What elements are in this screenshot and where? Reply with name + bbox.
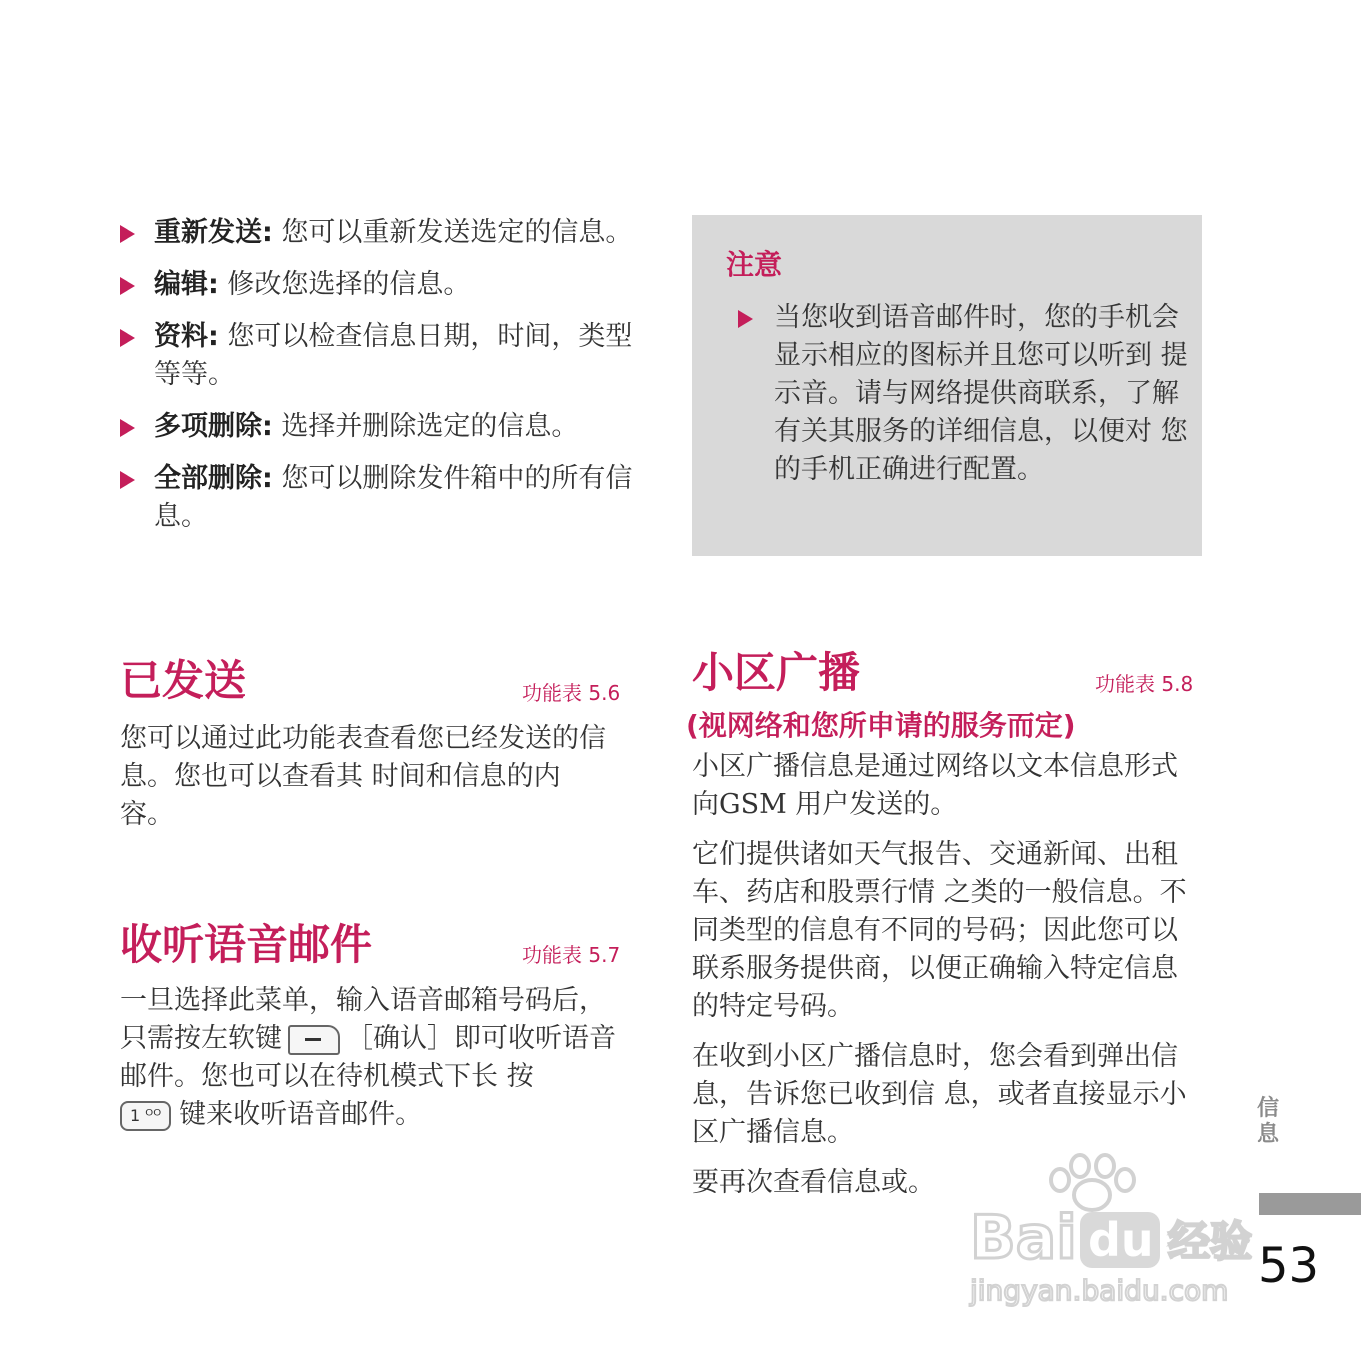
broadcast-paragraph: 在收到小区广播信息时，您会看到弹出信息，告诉您已收到信 息，或者直接显示小区广播信息。: [692, 1041, 1187, 1148]
option-term: 资料:: [154, 321, 219, 352]
left-softkey-icon: [288, 1025, 340, 1055]
triangle-bullet-icon: [738, 310, 753, 328]
broadcast-paragraph: 要再次查看信息或。: [692, 1167, 935, 1198]
triangle-bullet-icon: [120, 471, 135, 489]
voicemail-text-3: 键来收听语音邮件。: [179, 1099, 423, 1130]
option-term: 编辑:: [154, 269, 219, 300]
note-item: [738, 299, 1194, 489]
svg-text:经验: 经验: [1168, 1217, 1253, 1266]
option-text: 您可以重新发送选定的信息。: [272, 217, 633, 248]
note-text: 当您收到语音邮件时，您的手机会显示相应的图标并且您可以听到 提示音。请与网络提供商联系，了解有关其服务的详细信息，以便对 您的手机正确进行配置。: [774, 302, 1188, 485]
voicemail-text-2: ［确认］即可收听语音邮件。您也可以在待机模式下长 按: [120, 1023, 616, 1092]
option-text: 您可以检查信息日期，时间，类型等等。: [154, 321, 633, 390]
broadcast-paragraph: 小区广播信息是通过网络以文本信息形式向GSM 用户发送的。: [692, 751, 1178, 820]
sent-description: 您可以通过此功能表查看您已经发送的信息。您也可以查看其 时间和信息的内容。: [120, 723, 606, 830]
option-text: 修改您选择的信息。: [218, 269, 471, 300]
triangle-bullet-icon: [120, 225, 135, 243]
broadcast-menu-ref: 功能表 5.8: [1095, 672, 1194, 696]
baidu-watermark-logo: [930, 1150, 1260, 1310]
broadcast-heading: 小区广播: [692, 648, 861, 697]
option-term: 全部删除:: [154, 463, 273, 494]
side-section-tab: 信息: [1256, 1096, 1279, 1147]
note-title: 注意: [726, 248, 783, 281]
broadcast-subheading: (视网络和您所申请的服务而定): [686, 709, 1076, 742]
sent-menu-ref: 功能表 5.6: [522, 681, 621, 705]
voicemail-text-1: 一旦选择此菜单，输入语音邮箱号码后，只需按左软键: [120, 985, 606, 1054]
option-term: 重新发送:: [154, 217, 273, 248]
triangle-bullet-icon: [120, 419, 135, 437]
voicemail-menu-ref: 功能表 5.7: [522, 943, 621, 967]
broadcast-paragraph: 它们提供诸如天气报告、交通新闻、出租车、药店和股票行情 之类的一般信息。不同类型的信息有不同的号码；因此您可以联系服务提供商，以便正确输入特定信息的特定号码。: [692, 839, 1187, 1022]
svg-text:jingyan.baidu.com: jingyan.baidu.com: [970, 1274, 1229, 1307]
page-number: 53: [1258, 1238, 1320, 1294]
options-list: [118, 214, 638, 550]
option-text: 您可以删除发件箱中的所有信息。: [154, 463, 633, 532]
voicemail-heading: 收听语音邮件: [120, 920, 373, 969]
triangle-bullet-icon: [120, 329, 135, 347]
list-item: [118, 318, 638, 394]
list-item: [118, 408, 638, 446]
section-indicator-bar: [1259, 1193, 1361, 1215]
option-text: 选择并删除选定的信息。: [272, 411, 579, 442]
svg-text:Bai: Bai: [970, 1203, 1077, 1273]
svg-text:du: du: [1088, 1213, 1154, 1267]
triangle-bullet-icon: [120, 277, 135, 295]
list-item: [118, 266, 638, 304]
option-term: 多项删除:: [154, 411, 273, 442]
voicemail-description: [120, 982, 620, 1134]
list-item: [118, 214, 638, 252]
list-item: [118, 460, 638, 536]
sent-heading: 已发送: [120, 656, 247, 705]
key-one-icon: 1 ᴼᴼ: [120, 1101, 171, 1131]
note-box: [692, 215, 1202, 556]
